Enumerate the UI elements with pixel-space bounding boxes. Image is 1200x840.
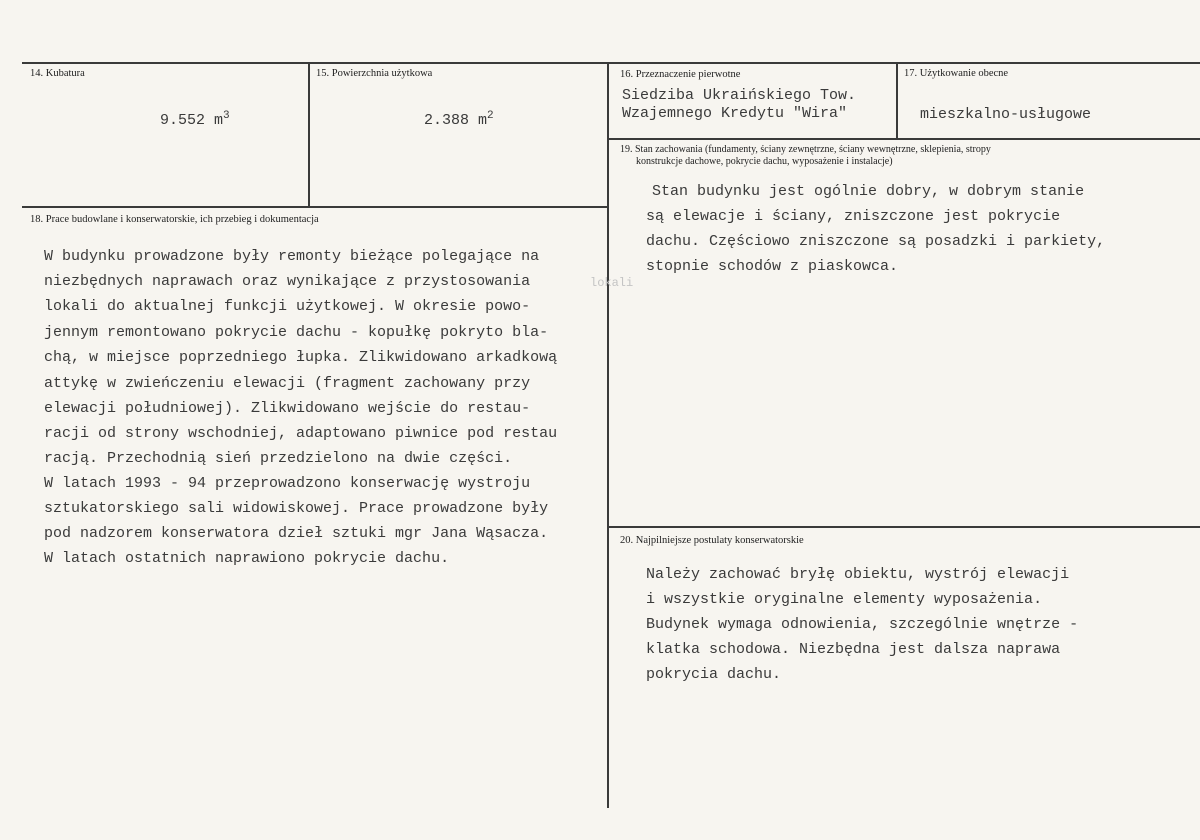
divider-14-15 (308, 62, 310, 206)
cubature-value: 9.552 m (160, 112, 224, 129)
field-18-line: attykę w zwieńczeniu elewacji (fragment zachowany przy (44, 375, 531, 392)
rule-under-14-15 (22, 206, 609, 208)
field-14-value (160, 104, 230, 133)
field-16-label: 16. Przeznaczenie pierwotne (620, 69, 741, 80)
field-17-value: mieszkalno-usługowe (920, 106, 1092, 123)
field-15-value (424, 104, 494, 133)
rule-above-20 (607, 526, 1200, 528)
field-19-line: stopnie schodów z piaskowca. (646, 258, 899, 275)
field-19-label-line-1: 19. Stan zachowania (fundamenty, ściany zewnętrzne, ściany wewnętrzne, sklepienia, stropy (620, 144, 991, 155)
field-18-line: niezbędnych naprawach oraz wynikające z przystosowania (44, 273, 531, 290)
field-20-line: Należy zachować bryłę obiektu, wystrój elewacji (646, 566, 1070, 583)
field-18-line: elewacji południowej). Zlikwidowano wejście do restau- (44, 400, 531, 417)
field-18-line: jennym remontowano pokrycie dachu - kopułkę pokryto bla- (44, 324, 549, 341)
field-18-line: sztukatorskiego sali widowiskowej. Prace prowadzone były (44, 500, 549, 517)
top-rule (22, 62, 1200, 64)
field-18-line: W latach ostatnich naprawiono pokrycie dachu. (44, 550, 450, 567)
field-19-line: Stan budynku jest ogólnie dobry, w dobrym stanie (652, 183, 1085, 200)
field-18-line: racją. Przechodnią sień przedzielono na dwie części. (44, 450, 513, 467)
field-19-line: dachu. Częściowo zniszczone są posadzki i parkiety, (646, 233, 1106, 250)
field-18-line: W latach 1993 - 94 przeprowadzono konserwację wystroju (44, 475, 531, 492)
field-18-line: W budynku prowadzone były remonty bieżące polegające na (44, 248, 540, 265)
usable-area-unit-power: 2 (487, 110, 494, 122)
cubature-unit-power: 3 (223, 110, 230, 122)
divider-16-17 (896, 62, 898, 140)
field-20-line: klatka schodowa. Niezbędna jest dalsza naprawa (646, 641, 1061, 658)
field-17-label: 17. Użytkowanie obecne (904, 68, 1009, 79)
field-18-line: lokali do aktualnej funkcji użytkowej. W okresie powo- (44, 298, 531, 315)
field-18-line: pod nadzorem konserwatora dzieł sztuki mgr Jana Wąsacza. (44, 525, 549, 542)
field-18-label: 18. Prace budowlane i konserwatorskie, ich przebieg i dokumentacja (30, 214, 319, 225)
field-18-line: chą, w miejsce poprzedniego łupka. Zlikwidowano arkadkową (44, 349, 558, 366)
field-19-label-line-2: konstrukcje dachowe, pokrycie dachu, wyposażenie i instalacje) (636, 156, 893, 167)
field-20-line: i wszystkie oryginalne elementy wyposażenia. (646, 591, 1043, 608)
usable-area-value: 2.388 m (424, 112, 488, 129)
divider-left-right (607, 62, 609, 808)
rule-under-16-17 (607, 138, 1200, 140)
field-14-label: 14. Kubatura (30, 68, 85, 79)
field-16-line-2: Wzajemnego Kredytu "Wira" (622, 105, 848, 122)
field-20-label: 20. Najpilniejsze postulaty konserwatorskie (620, 535, 804, 546)
field-19-line: są elewacje i ściany, zniszczone jest pokrycie (646, 208, 1061, 225)
crossed-out-word: lokali (590, 276, 634, 290)
field-20-line: pokrycia dachu. (646, 666, 782, 683)
field-20-line: Budynek wymaga odnowienia, szczególnie wnętrze - (646, 616, 1079, 633)
field-15-label: 15. Powierzchnia użytkowa (316, 68, 433, 79)
field-18-line: racji od strony wschodniej, adaptowano piwnice pod restau (44, 425, 558, 442)
field-16-line-1: Siedziba Ukraińskiego Tow. (622, 87, 857, 104)
